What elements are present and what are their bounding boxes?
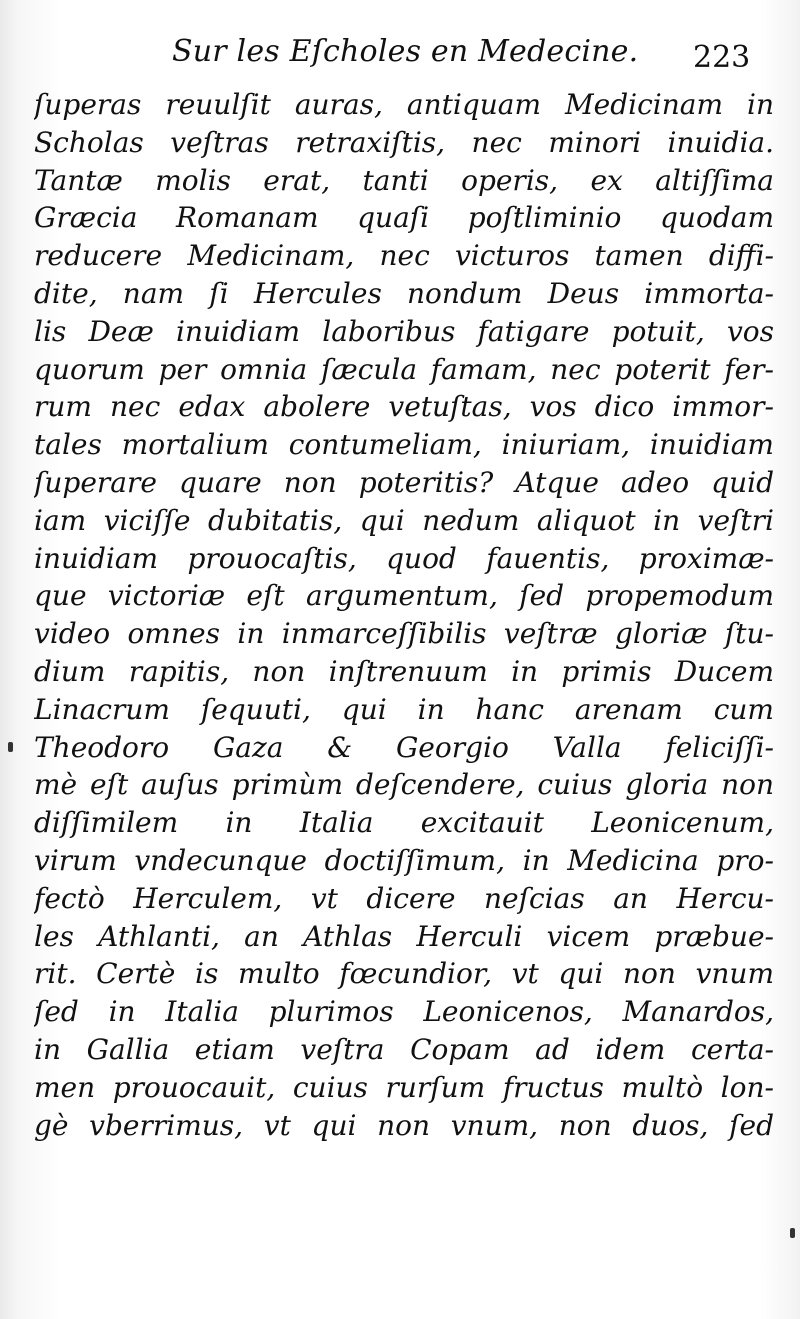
text-line: men prouocauit, cuius rurſum fructus multò lon- (34, 1070, 774, 1104)
text-line: rum nec edax abolere vetuſtas, vos dico immor- (34, 390, 774, 424)
text-line: in Gallia etiam veſtra Copam ad idem certa- (34, 1032, 774, 1066)
running-title: Sur les Eſcholes en Medecine. (172, 34, 639, 69)
text-line: diſſimilem in Italia excitauit Leonicenum, (34, 806, 774, 840)
text-line: Tantæ molis erat, tanti operis, ex altiſſima (34, 163, 774, 197)
text-line: Scholas veſtras retraxiſtis, nec minori inuidia. (34, 125, 774, 159)
text-line: tales mortalium contumeliam, iniuriam, inuidiam (34, 428, 774, 462)
text-line: rit. Certè is multo fœcundior, vt qui non vnum (34, 957, 774, 991)
text-line: les Athlanti, an Athlas Herculi vicem præbue- (34, 919, 774, 953)
text-line: dium rapitis, non inſtrenuum in primis Ducem (34, 654, 774, 688)
body-text (34, 86, 774, 1144)
text-line: inuidiam prouocaſtis, quod fauentis, proximæ- (34, 541, 774, 575)
text-line: fectò Herculem, vt dicere neſcias an Hercu- (34, 881, 774, 915)
page-number: 223 (693, 40, 751, 75)
text-line: ſuperas reuulſit auras, antiquam Medicinam in (34, 88, 774, 121)
text-line: virum vndecunque doctiſſimum, in Medicina pro- (34, 843, 774, 877)
text-line: ſed in Italia plurimos Leonicenos, Manardos, (34, 995, 774, 1029)
margin-ink-mark (8, 742, 13, 752)
text-line: mè eſt auſus primùm deſcendere, cuius gloria non (34, 768, 774, 802)
text-line: video omnes in inmarceſſibilis veſtræ gloriæ ſtu- (34, 617, 774, 651)
page-header (0, 34, 800, 84)
text-line: iam viciſſe dubitatis, qui nedum aliquot in veſtri (34, 503, 774, 537)
text-line: dite, nam ſi Hercules nondum Deus immorta- (34, 276, 774, 310)
text-line: Linacrum ſequuti, qui in hanc arenam cum (34, 692, 774, 726)
text-line: reducere Medicinam, nec victuros tamen diffi- (34, 239, 774, 273)
text-line: ſuperare quare non poteritis? Atque adeo quid (34, 465, 774, 499)
text-line: lis Deæ inuidiam laboribus fatigare potuit, vos (34, 314, 774, 348)
text-line: Theodoro Gaza & Georgio Valla feliciſſi- (34, 730, 774, 764)
text-line: quorum per omnia ſæcula famam, nec poterit fer- (34, 352, 774, 386)
text-line: Græcia Romanam quaſi poſtliminio quodam (34, 201, 774, 235)
text-line: que victoriæ eſt argumentum, ſed propemodum (34, 579, 774, 613)
text-line: gè vberrimus, vt qui non vnum, non duos, ſed (34, 1108, 774, 1142)
margin-ink-mark (790, 1228, 795, 1238)
